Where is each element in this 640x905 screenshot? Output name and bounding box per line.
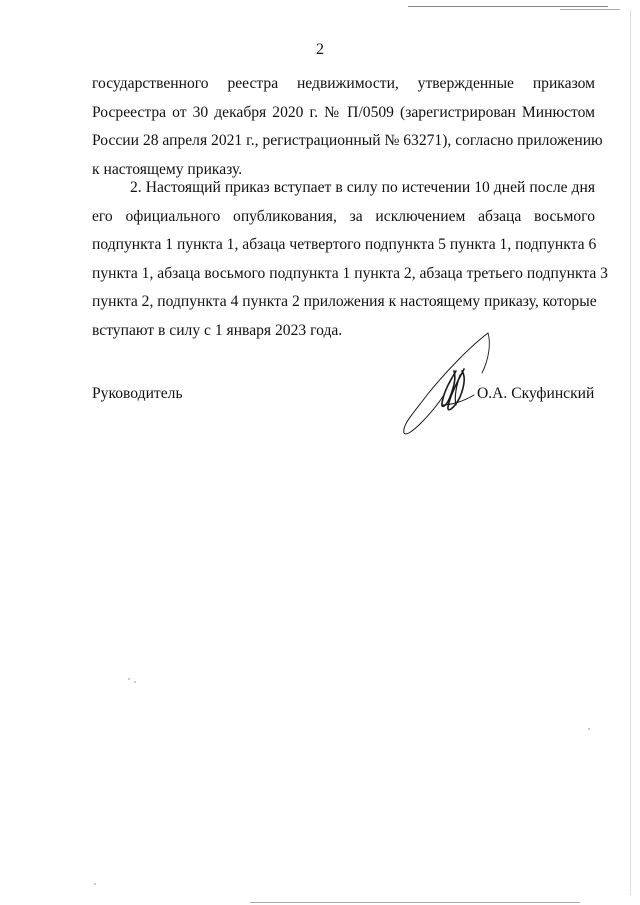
paragraph-1 bbox=[92, 70, 603, 184]
paragraph-2 bbox=[92, 174, 608, 346]
text-line: пункта 1, абзаца восьмого подпункта 1 пункта 2, абзаца третьего подпункта 3 bbox=[92, 264, 608, 282]
signer-role: Руководитель bbox=[92, 385, 183, 402]
text-line: вступают в силу с 1 января 2023 года. bbox=[92, 321, 343, 339]
text-line: подпункта 1 пункта 1, абзаца четвертого подпункта 5 пункта 1, подпункта 6 bbox=[92, 236, 597, 254]
text-line: его официального опубликования, за исключением абзаца восьмого bbox=[92, 207, 595, 225]
text-line: Росреестра от 30 декабря 2020 г. № П/0509 (зарегистрирован Минюстом bbox=[92, 103, 595, 121]
text-line: государственного реестра недвижимости, утвержденные приказом bbox=[92, 75, 595, 92]
scan-artifact-right-edge bbox=[630, 10, 631, 895]
scan-artifact-top bbox=[408, 6, 608, 7]
text-line: к настоящему приказу. bbox=[92, 160, 243, 178]
scan-speck bbox=[588, 728, 590, 730]
scan-speck bbox=[134, 681, 136, 683]
scan-artifact-top-short bbox=[560, 9, 620, 10]
text-line: 2. Настоящий приказ вступает в силу по истечении 10 дней после дня bbox=[130, 179, 595, 196]
text-line: пункта 2, подпункта 4 пункта 2 приложения к настоящему приказу, которые bbox=[92, 293, 597, 311]
text-line: России 28 апреля 2021 г., регистрационный № 63271), согласно приложению bbox=[92, 132, 603, 150]
scan-speck bbox=[94, 883, 96, 885]
page-number: 2 bbox=[316, 41, 324, 58]
scan-speck bbox=[128, 678, 130, 680]
scan-artifact-bottom bbox=[250, 902, 580, 903]
signer-name: О.А. Скуфинский bbox=[477, 385, 595, 402]
